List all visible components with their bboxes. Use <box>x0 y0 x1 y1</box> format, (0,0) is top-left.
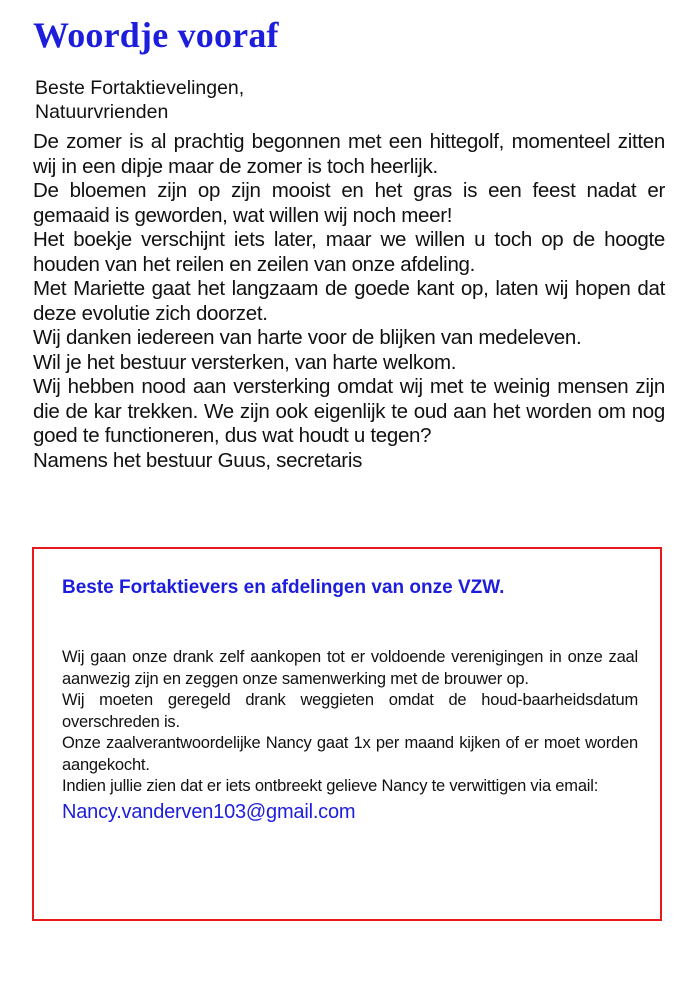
notice-box <box>32 547 662 921</box>
notice-paragraph-purchase: Wij gaan onze drank zelf aankopen tot er voldoende verenigingen in onze zaal aanwezig zijn en zeggen onze samenwerking met de brouwer op. <box>62 648 638 688</box>
salutation-line-1: Beste Fortaktievelingen, <box>35 77 245 99</box>
page-title: Woordje vooraf <box>33 15 279 55</box>
paragraph-summer: De zomer is al prachtig begonnen met een hittegolf, momenteel zitten wij in een dipje maar de zomer is toch heerlijk. <box>33 130 665 178</box>
paragraph-thanks: Wij danken iedereen van harte voor de blijken van medeleven. <box>33 326 582 349</box>
paragraph-board-invite: Wil je het bestuur versterken, van harte welkom. <box>33 350 457 374</box>
paragraph-need-help: Wij hebben nood aan versterking omdat wij met te weinig mensen zijn die de kar trekken. We zijn ook eigenlijk te oud aan het worden om nog goed te functioneren, dus wat houdt u tegen? <box>33 375 665 447</box>
paragraph-signature: Namens het bestuur Guus, secretaris <box>33 448 363 472</box>
salutation-line-2: Natuurvrienden <box>35 101 169 123</box>
notice-heading: Beste Fortaktievers en afdelingen van onze VZW. <box>62 577 505 598</box>
email-link[interactable]: Nancy.vanderven103@gmail.com <box>62 800 356 823</box>
notice-paragraph-contact: Indien jullie zien dat er iets ontbreekt gelieve Nancy te verwittigen via email: <box>62 777 599 795</box>
salutation <box>35 76 244 124</box>
paragraph-flowers: De bloemen zijn op zijn mooist en het gras is een feest nadat er gemaaid is geworden, wat willen wij noch meer! <box>33 179 665 227</box>
notice-paragraph-nancy: Onze zaalverantwoordelijke Nancy gaat 1x per maand kijken of er moet worden aangekocht. <box>62 734 638 774</box>
notice-body <box>62 647 638 824</box>
intro-letter <box>33 130 665 473</box>
paragraph-mariette: Met Mariette gaat het langzaam de goede kant op, laten wij hopen dat deze evolutie zich doorzet. <box>33 277 665 325</box>
notice-paragraph-expiry: Wij moeten geregeld drank weggieten omdat de houd-baarheidsdatum overschreden is. <box>62 691 638 731</box>
paragraph-booklet: Het boekje verschijnt iets later, maar we willen u toch op de hoogte houden van het reilen en zeilen van onze afdeling. <box>33 228 665 276</box>
